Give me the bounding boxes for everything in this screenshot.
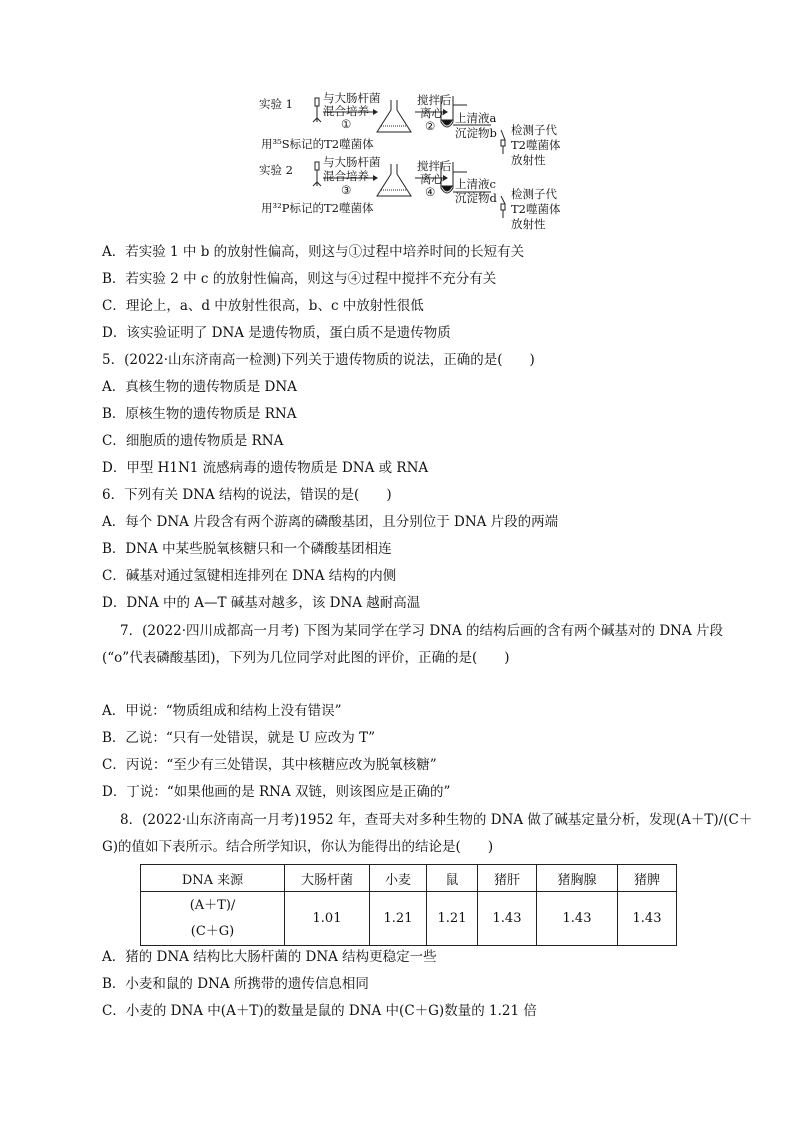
q8-stem-line1: 8．(2022·山东济南高一月考)1952 年，查哥夫对多种生物的 DNA 做了碱基定量分析，发现(A＋T)/(C＋ [120, 812, 753, 828]
experiment-diagram [255, 91, 561, 231]
exp2-step2-top: 搅拌后 [417, 159, 452, 173]
exp1-detect-1: 检测子代 [511, 123, 557, 137]
q7-option-b: B．乙说：“只有一处错误，就是 U 应改为 T” [102, 730, 375, 746]
exp1-flask-icon [377, 100, 411, 132]
exp1-phage-icon [313, 98, 321, 122]
table-value-row [141, 892, 677, 946]
q5-option-b: B．原核生物的遗传物质是 RNA [102, 406, 297, 422]
exp2-phage-icon [313, 162, 321, 186]
table-value-cell: 1.43 [478, 892, 537, 946]
q6-stem: 6．下列有关 DNA 结构的说法，错误的是( ) [102, 487, 392, 503]
exp1-step2-top: 搅拌后 [417, 93, 452, 107]
q6-option-d: D．DNA 中的 A—T 碱基对越多，该 DNA 越耐高温 [102, 595, 421, 611]
exp1-step1-top: 与大肠杆菌 [323, 91, 381, 105]
exp2-step2-bottom: 离心 [420, 172, 443, 186]
exp1-detect-3: 放射性 [511, 153, 546, 167]
q7-option-a: A．甲说：“物质组成和结构上没有错误” [102, 703, 342, 719]
table-header-cell: 大肠杆菌 [285, 865, 370, 892]
exp1-step1-bottom: 混合培养 [323, 104, 369, 118]
table-row-label-line1: (A＋T)/ [189, 897, 236, 913]
q6-option-b: B．DNA 中某些脱氧核糖只和一个磷酸基团相连 [102, 541, 392, 557]
q4-option-b: B．若实验 2 中 c 的放射性偏高，则这与④过程中搅拌不充分有关 [102, 271, 497, 287]
exp1-step1-num: ① [341, 117, 352, 131]
q5-option-c: C．细胞质的遗传物质是 RNA [102, 433, 284, 449]
table-header-cell: 小麦 [370, 865, 427, 892]
exp1-sediment: 沉淀物b [455, 126, 497, 140]
q8-option-c: C．小麦的 DNA 中(A＋T)的数量是鼠的 DNA 中(C＋G)数量的 1.21 倍 [102, 1003, 537, 1019]
exp2-detect-1: 检测子代 [511, 187, 557, 201]
table-value-cell: 1.21 [427, 892, 478, 946]
table-value-cell: 1.43 [618, 892, 677, 946]
q5-option-d: D．甲型 H1N1 流感病毒的遗传物质是 DNA 或 RNA [102, 460, 429, 476]
q8-stem-line2: G)的值如下表所示。结合所学知识，你认为能得出的结论是( ) [102, 839, 494, 855]
q7-stem-line1: 7．(2022·四川成都高一月考) 下图为某同学在学习 DNA 的结构后画的含有两个碱基对的 DNA 片段 [120, 623, 723, 639]
exp1-step2-bottom: 离心 [420, 106, 443, 120]
exp2-supernatant: 上清液c [455, 177, 496, 191]
exp2-name: 实验 2 [259, 163, 293, 177]
exp1-name: 实验 1 [259, 97, 293, 111]
table-value-cell: 1.21 [370, 892, 427, 946]
exp1-phage-small-icon [501, 140, 505, 154]
exp2-phage-label: 用³²P标记的T2噬菌体 [261, 201, 374, 215]
exp1-supernatant: 上清液a [455, 111, 497, 125]
table-header-cell: 猪肝 [478, 865, 537, 892]
table-header-row [141, 865, 677, 892]
q4-option-c: C．理论上，a、d 中放射性很高，b、c 中放射性很低 [102, 298, 424, 314]
exp1-phage-label: 用³⁵S标记的T2噬菌体 [261, 137, 374, 151]
exp1-step2-num: ② [425, 119, 436, 133]
q4-option-d: D．该实验证明了 DNA 是遗传物质，蛋白质不是遗传物质 [102, 325, 451, 341]
table-row-label-line2: (C＋G) [190, 923, 235, 939]
table-header-cell: 鼠 [427, 865, 478, 892]
exp2-step1-num: ③ [341, 183, 352, 197]
q7-option-d: D．丁说：“如果他画的是 RNA 双链，则该图应是正确的” [102, 784, 451, 800]
q6-option-a: A．每个 DNA 片段含有两个游离的磷酸基团，且分别位于 DNA 片段的两端 [102, 514, 559, 530]
table-header-cell: 猪脾 [618, 865, 677, 892]
q8-option-a: A．猪的 DNA 结构比大肠杆菌的 DNA 结构更稳定一些 [102, 949, 437, 965]
table-value-cell: 1.43 [537, 892, 618, 946]
exp2-sediment: 沉淀物d [455, 191, 497, 205]
exp2-detect-3: 放射性 [511, 217, 546, 231]
exp2-detect-2: T2噬菌体 [511, 202, 561, 216]
q6-option-c: C．碱基对通过氢键相连排列在 DNA 结构的内侧 [102, 568, 397, 584]
table-value-cell: 1.01 [285, 892, 370, 946]
exp1-arrow-3 [501, 130, 505, 140]
exp2-flask-icon [377, 164, 411, 196]
q5-option-a: A．真核生物的遗传物质是 DNA [102, 379, 297, 395]
base-ratio-table [140, 864, 677, 946]
q8-option-b: B．小麦和鼠的 DNA 所携带的遗传信息相同 [102, 976, 369, 992]
q5-stem: 5．(2022·山东济南高一检测)下列关于遗传物质的说法，正确的是( ) [102, 352, 535, 368]
exp2-phage-small-icon [501, 204, 505, 218]
exp2-step1-top: 与大肠杆菌 [323, 155, 381, 169]
q7-option-c: C．丙说：“至少有三处错误，其中核糖应改为脱氧核糖” [102, 757, 437, 773]
exp2-arrow-3 [501, 196, 505, 204]
table-row-label [141, 892, 285, 946]
exp2-step1-bottom: 混合培养 [323, 169, 369, 183]
exp1-detect-2: T2噬菌体 [511, 138, 561, 152]
q7-stem-line2: (“o”代表磷酸基团)，下列为几位同学对此图的评价，正确的是( ) [102, 650, 510, 666]
table-header-label: DNA 来源 [141, 865, 285, 892]
q4-option-a: A．若实验 1 中 b 的放射性偏高，则这与①过程中培养时间的长短有关 [102, 244, 525, 260]
exp2-step2-num: ④ [425, 185, 436, 199]
table-header-cell: 猪胸腺 [537, 865, 618, 892]
